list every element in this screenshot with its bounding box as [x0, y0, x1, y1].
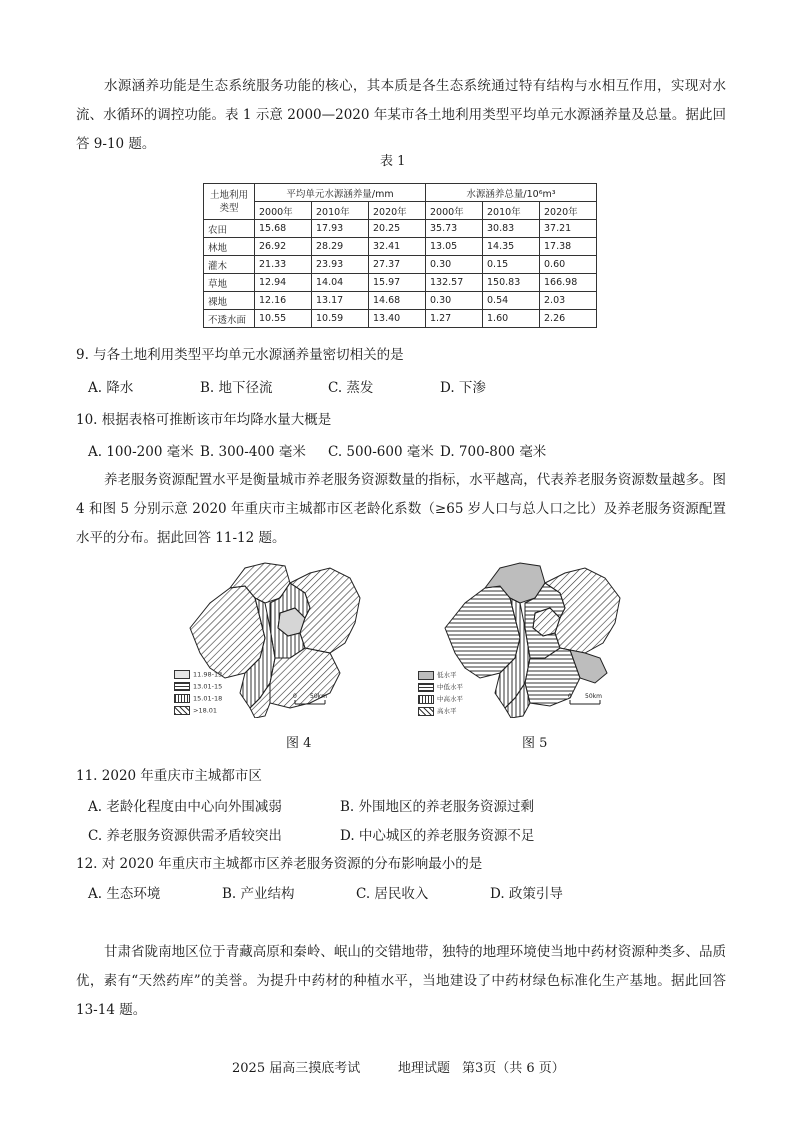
- table-group-header-unit: 平均单元水源涵养量/mm: [255, 184, 426, 202]
- table-cell: 10.59: [312, 310, 369, 328]
- table-cell: 13.40: [369, 310, 426, 328]
- figure-5-caption: 图 5: [522, 736, 548, 751]
- table-cell: 0.30: [426, 292, 483, 310]
- table-cell: 17.93: [312, 220, 369, 238]
- map4-scale-label: 50km: [310, 693, 327, 700]
- fig4-legend-1: 11.98-13: [174, 670, 222, 679]
- table-cell: 0.60: [540, 256, 597, 274]
- table-row: [204, 274, 597, 292]
- q10-option-b[interactable]: B. 300-400 毫米: [200, 444, 306, 460]
- q12-option-d[interactable]: D. 政策引导: [490, 886, 563, 902]
- footer-exam-name: 2025 届高三摸底考试: [232, 1061, 361, 1076]
- table-row-label: 林地: [204, 238, 255, 256]
- table-row-label: 灌木: [204, 256, 255, 274]
- table-cell: 150.83: [483, 274, 540, 292]
- table-cell: 17.38: [540, 238, 597, 256]
- table-cell: 15.68: [255, 220, 312, 238]
- table-cell: 14.68: [369, 292, 426, 310]
- table-row: [204, 256, 597, 274]
- fig5-legend-2: 中低水平: [418, 682, 463, 692]
- table-row-label: 不透水面: [204, 310, 255, 328]
- intro-paragraph-elderly: 养老服务资源配置水平是衡量城市养老服务资源数量的指标，水平越高，代表养老服务资源数量越多。图 4 和图 5 分别示意 2020 年重庆市主城都市区老龄化系数（≥65 岁人口与总人口之比）及养老服务资源配置水平的分布。据此回答 11-12 题。: [76, 472, 726, 546]
- table-cell: 15.97: [369, 274, 426, 292]
- table-cell: 23.93: [312, 256, 369, 274]
- table-cell: 13.17: [312, 292, 369, 310]
- table-cell: 30.83: [483, 220, 540, 238]
- legend-swatch-horizontal: [418, 683, 434, 692]
- table-cell: 12.16: [255, 292, 312, 310]
- question-12: 12. 对 2020 年重庆市主城都市区养老服务资源的分布影响最小的是: [76, 856, 483, 872]
- table-cell: 26.92: [255, 238, 312, 256]
- table-row: [204, 310, 597, 328]
- table-cell: 35.73: [426, 220, 483, 238]
- table-cell: 2.26: [540, 310, 597, 328]
- table-cell: 0.54: [483, 292, 540, 310]
- q10-option-d[interactable]: D. 700-800 毫米: [440, 444, 547, 460]
- fig4-legend-4: >18.01: [174, 706, 217, 715]
- table-row-label: 裸地: [204, 292, 255, 310]
- legend-swatch-diagonal: [174, 706, 190, 715]
- table-year-header: 2000年: [426, 202, 483, 220]
- table-cell: 1.60: [483, 310, 540, 328]
- q9-option-b[interactable]: B. 地下径流: [200, 380, 273, 396]
- table-caption: 表 1: [380, 154, 406, 169]
- fig4-legend-2: 13.01-15: [174, 682, 222, 691]
- table-row: [204, 220, 597, 238]
- fig5-legend-4: 高水平: [418, 706, 457, 716]
- table-cell: 166.98: [540, 274, 597, 292]
- table-cell: 21.33: [255, 256, 312, 274]
- table-cell: 13.05: [426, 238, 483, 256]
- legend-swatch-vertical: [418, 695, 434, 704]
- table-year-header: 2020年: [369, 202, 426, 220]
- map5-scale-label: 50km: [585, 693, 602, 700]
- q9-option-c[interactable]: C. 蒸发: [328, 380, 374, 396]
- footer-page-number: 第3页（共 6 页）: [462, 1061, 565, 1076]
- table-corner-header: 土地利用类型: [204, 184, 255, 220]
- q11-option-a[interactable]: A. 老龄化程度由中心向外围减弱: [88, 799, 282, 815]
- intro-paragraph-water: 水源涵养功能是生态系统服务功能的核心，其本质是各生态系统通过特有结构与水相互作用，实现对水流、水循环的调控功能。表 1 示意 2000—2020 年某市各土地利用类型平均单元水源涵养量及总量。据此回答 9-10 题。: [76, 78, 726, 152]
- table-year-header: 2010年: [483, 202, 540, 220]
- question-10: 10. 根据表格可推断该市年均降水量大概是: [76, 412, 332, 428]
- table-cell: 14.04: [312, 274, 369, 292]
- question-11: 11. 2020 年重庆市主城都市区: [76, 768, 262, 784]
- legend-swatch-diagonal: [418, 707, 434, 716]
- question-9: 9. 与各土地利用类型平均单元水源涵养量密切相关的是: [76, 347, 404, 363]
- table-cell: 27.37: [369, 256, 426, 274]
- table-year-header: 2000年: [255, 202, 312, 220]
- fig5-legend-1: 低水平: [418, 670, 457, 680]
- table-cell: 37.21: [540, 220, 597, 238]
- water-conservation-table: [203, 183, 597, 328]
- map4-scale-zero: 0: [293, 693, 297, 700]
- table-cell: 14.35: [483, 238, 540, 256]
- q12-option-c[interactable]: C. 居民收入: [356, 886, 429, 902]
- legend-swatch-gray: [418, 671, 434, 680]
- fig5-legend-3: 中高水平: [418, 694, 463, 704]
- legend-swatch-lightest: [174, 670, 190, 679]
- table-row-label: 草地: [204, 274, 255, 292]
- table-cell: 132.57: [426, 274, 483, 292]
- q11-option-c[interactable]: C. 养老服务资源供需矛盾较突出: [88, 828, 282, 844]
- table-cell: 1.27: [426, 310, 483, 328]
- table-group-header-total: 水源涵养总量/10⁶m³: [426, 184, 597, 202]
- table-row: [204, 238, 597, 256]
- footer-subject: 地理试题: [398, 1061, 451, 1076]
- fig4-legend-3: 15.01-18: [174, 694, 222, 703]
- table-row-label: 农田: [204, 220, 255, 238]
- table-cell: 0.15: [483, 256, 540, 274]
- table-cell: 0.30: [426, 256, 483, 274]
- legend-swatch-vertical: [174, 694, 190, 703]
- q10-option-a[interactable]: A. 100-200 毫米: [88, 444, 194, 460]
- map5-scale-zero: 0: [568, 693, 572, 700]
- q12-option-a[interactable]: A. 生态环境: [88, 886, 161, 902]
- table-cell: 28.29: [312, 238, 369, 256]
- table-year-header: 2020年: [540, 202, 597, 220]
- figure-4-caption: 图 4: [286, 736, 312, 751]
- table-cell: 2.03: [540, 292, 597, 310]
- q9-option-a[interactable]: A. 降水: [88, 380, 134, 396]
- table-row: [204, 292, 597, 310]
- q9-option-d[interactable]: D. 下渗: [440, 380, 486, 396]
- q12-option-b[interactable]: B. 产业结构: [222, 886, 295, 902]
- intro-paragraph-gansu: 甘肃省陇南地区位于青藏高原和秦岭、岷山的交错地带，独特的地理环境使当地中药材资源种类多、品质优，素有“天然药库”的美誉。为提升中药材的种植水平，当地建设了中药材绿色标准化生产基地。据此回答 13-14 题。: [76, 944, 726, 1018]
- q11-option-b[interactable]: B. 外围地区的养老服务资源过剩: [340, 799, 535, 815]
- table-cell: 10.55: [255, 310, 312, 328]
- figure-5-map: [435, 558, 635, 718]
- table-cell: 32.41: [369, 238, 426, 256]
- table-cell: 12.94: [255, 274, 312, 292]
- table-year-header: 2010年: [312, 202, 369, 220]
- legend-swatch-horizontal: [174, 682, 190, 691]
- q11-option-d[interactable]: D. 中心城区的养老服务资源不足: [340, 828, 535, 844]
- q10-option-c[interactable]: C. 500-600 毫米: [328, 444, 434, 460]
- table-cell: 20.25: [369, 220, 426, 238]
